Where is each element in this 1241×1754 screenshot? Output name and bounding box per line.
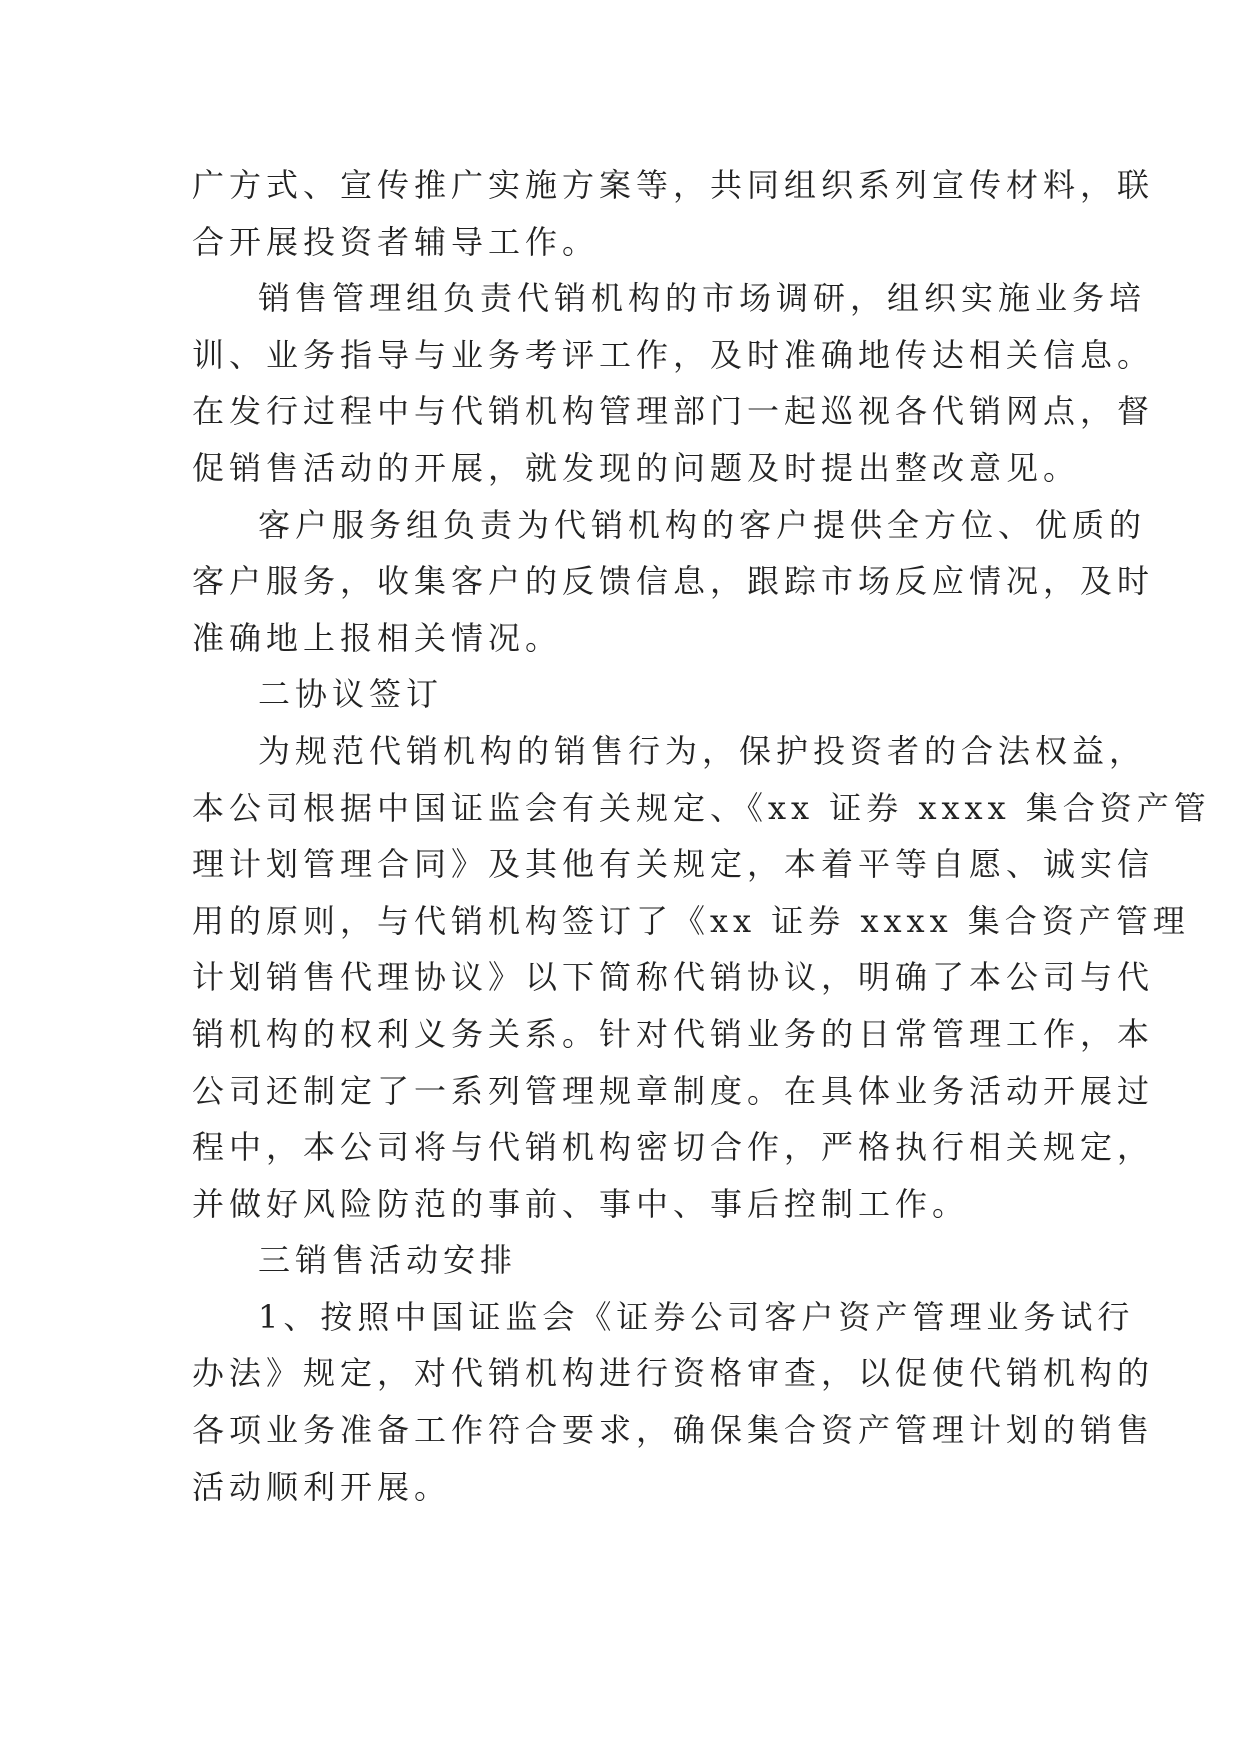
- text-line: 销售管理组负责代销机构的市场调研，组织实施业务培: [258, 279, 1147, 318]
- text-line: 客户服务，收集客户的反馈信息，跟踪市场反应情况，及时: [192, 562, 1155, 601]
- section-heading: 二协议签订: [258, 675, 444, 714]
- text-line: 促销售活动的开展，就发现的问题及时提出整改意见。: [192, 448, 1081, 487]
- text-line: 并做好风险防范的事前、事中、事后控制工作。: [192, 1184, 970, 1223]
- text-line: 各项业务准备工作符合要求，确保集合资产管理计划的销售: [192, 1411, 1155, 1450]
- text-line: 用的原则，与代销机构签订了《xx 证券 xxxx 集合资产管理: [192, 901, 1190, 940]
- text-line: 为规范代销机构的销售行为，保护投资者的合法权益，: [258, 731, 1147, 770]
- text-line: 在发行过程中与代销机构管理部门一起巡视各代销网点，督: [192, 392, 1155, 431]
- text-line: 销机构的权利义务关系。针对代销业务的日常管理工作，本: [192, 1014, 1155, 1053]
- text-line: 本公司根据中国证监会有关规定、《xx 证券 xxxx 集合资产管: [192, 788, 1211, 827]
- text-line: 广方式、宣传推广实施方案等，共同组织系列宣传材料，联: [192, 166, 1155, 204]
- text-line: 客户服务组负责为代销机构的客户提供全方位、优质的: [258, 505, 1147, 544]
- text-line: 活动顺利开展。: [192, 1467, 452, 1506]
- document-body: [192, 157, 1211, 1515]
- text-line: 准确地上报相关情况。: [192, 618, 563, 657]
- text-line: 训、业务指导与业务考评工作，及时准确地传达相关信息。: [192, 335, 1155, 374]
- text-line: 合开展投资者辅导工作。: [192, 222, 600, 261]
- text-line: 程中，本公司将与代销机构密切合作，严格执行相关规定，: [192, 1128, 1155, 1167]
- text-line: 理计划管理合同》及其他有关规定，本着平等自愿、诚实信: [192, 845, 1155, 884]
- text-line: 办法》规定，对代销机构进行资格审查，以促使代销机构的: [192, 1354, 1155, 1393]
- text-line: 1、按照中国证监会《证券公司客户资产管理业务试行: [258, 1297, 1135, 1336]
- text-line: 公司还制定了一系列管理规章制度。在具体业务活动开展过: [192, 1071, 1155, 1110]
- section-heading: 三销售活动安排: [258, 1241, 518, 1280]
- text-line: 计划销售代理协议》以下简称代销协议，明确了本公司与代: [192, 958, 1155, 997]
